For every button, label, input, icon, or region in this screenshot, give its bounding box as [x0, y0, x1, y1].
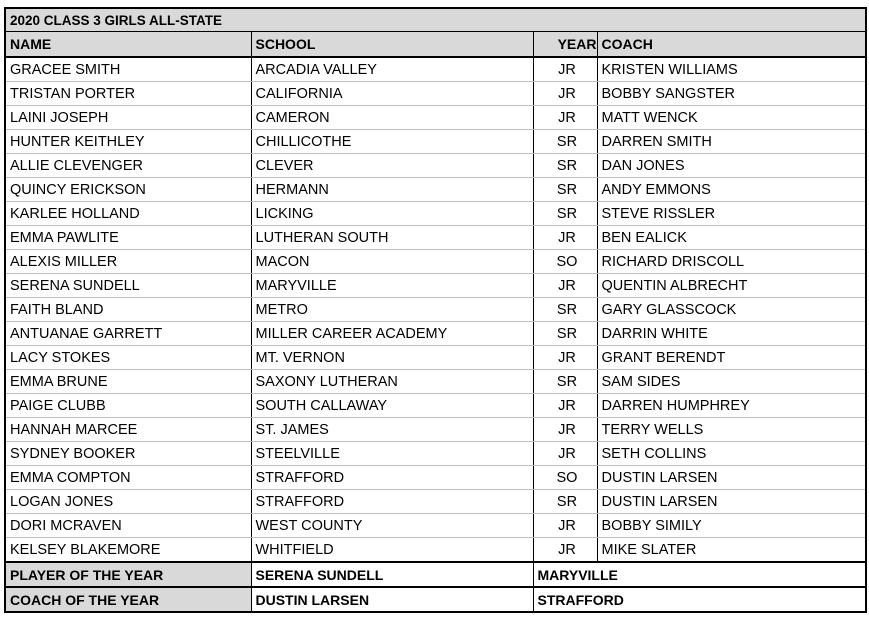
year-cell: JR: [533, 82, 597, 106]
table-row: [5, 154, 866, 178]
coach-cell: ANDY EMMONS: [597, 178, 866, 202]
school-cell: WEST COUNTY: [251, 514, 533, 538]
column-header-year: YEAR: [533, 32, 597, 58]
table-row: [5, 178, 866, 202]
year-cell: JR: [533, 514, 597, 538]
school-cell: STRAFFORD: [251, 466, 533, 490]
school-cell: CHILLICOTHE: [251, 130, 533, 154]
coach-cell: TERRY WELLS: [597, 418, 866, 442]
coach-cell: DUSTIN LARSEN: [597, 490, 866, 514]
table-title: 2020 CLASS 3 GIRLS ALL-STATE: [5, 8, 866, 32]
player-name-cell: SYDNEY BOOKER: [5, 442, 251, 466]
school-cell: CLEVER: [251, 154, 533, 178]
award-school: STRAFFORD: [533, 587, 866, 612]
year-cell: SR: [533, 130, 597, 154]
table-row: [5, 130, 866, 154]
year-cell: JR: [533, 418, 597, 442]
year-cell: SO: [533, 466, 597, 490]
table-row: [5, 298, 866, 322]
school-cell: MACON: [251, 250, 533, 274]
player-name-cell: HUNTER KEITHLEY: [5, 130, 251, 154]
player-name-cell: LACY STOKES: [5, 346, 251, 370]
year-cell: SR: [533, 322, 597, 346]
school-cell: MARYVILLE: [251, 274, 533, 298]
coach-cell: RICHARD DRISCOLL: [597, 250, 866, 274]
coach-cell: BEN EALICK: [597, 226, 866, 250]
year-cell: SR: [533, 370, 597, 394]
award-person: SERENA SUNDELL: [251, 562, 533, 587]
coach-cell: GARY GLASSCOCK: [597, 298, 866, 322]
table-row: [5, 538, 866, 563]
player-name-cell: KELSEY BLAKEMORE: [5, 538, 251, 563]
year-cell: SR: [533, 298, 597, 322]
column-header-school: SCHOOL: [251, 32, 533, 58]
player-name-cell: EMMA PAWLITE: [5, 226, 251, 250]
school-cell: SOUTH CALLAWAY: [251, 394, 533, 418]
table-body: [5, 8, 866, 612]
player-name-cell: ALEXIS MILLER: [5, 250, 251, 274]
coach-cell: GRANT BERENDT: [597, 346, 866, 370]
year-cell: JR: [533, 226, 597, 250]
table-row: [5, 82, 866, 106]
year-cell: JR: [533, 346, 597, 370]
school-cell: LICKING: [251, 202, 533, 226]
coach-cell: DARRIN WHITE: [597, 322, 866, 346]
table-row: [5, 490, 866, 514]
player-name-cell: GRACEE SMITH: [5, 57, 251, 82]
coach-cell: DARREN HUMPHREY: [597, 394, 866, 418]
title-row: [5, 8, 866, 32]
table-row: [5, 322, 866, 346]
coach-cell: DAN JONES: [597, 154, 866, 178]
table-row: [5, 106, 866, 130]
coach-cell: STEVE RISSLER: [597, 202, 866, 226]
player-name-cell: LAINI JOSEPH: [5, 106, 251, 130]
year-cell: JR: [533, 394, 597, 418]
player-name-cell: FAITH BLAND: [5, 298, 251, 322]
table-row: [5, 274, 866, 298]
school-cell: CAMERON: [251, 106, 533, 130]
table-row: [5, 202, 866, 226]
coach-cell: SETH COLLINS: [597, 442, 866, 466]
player-name-cell: ALLIE CLEVENGER: [5, 154, 251, 178]
table-row: [5, 226, 866, 250]
year-cell: JR: [533, 274, 597, 298]
coach-cell: SAM SIDES: [597, 370, 866, 394]
table-row: [5, 250, 866, 274]
award-label: COACH OF THE YEAR: [5, 587, 251, 612]
player-name-cell: KARLEE HOLLAND: [5, 202, 251, 226]
school-cell: SAXONY LUTHERAN: [251, 370, 533, 394]
school-cell: WHITFIELD: [251, 538, 533, 563]
column-header-name: NAME: [5, 32, 251, 58]
player-name-cell: EMMA COMPTON: [5, 466, 251, 490]
table-row: [5, 346, 866, 370]
school-cell: LUTHERAN SOUTH: [251, 226, 533, 250]
player-name-cell: HANNAH MARCEE: [5, 418, 251, 442]
header-row: [5, 32, 866, 58]
school-cell: STRAFFORD: [251, 490, 533, 514]
table-row: [5, 394, 866, 418]
coach-cell: QUENTIN ALBRECHT: [597, 274, 866, 298]
year-cell: SO: [533, 250, 597, 274]
player-name-cell: DORI MCRAVEN: [5, 514, 251, 538]
table-row: [5, 514, 866, 538]
school-cell: STEELVILLE: [251, 442, 533, 466]
year-cell: SR: [533, 154, 597, 178]
award-row: [5, 587, 866, 612]
coach-cell: DUSTIN LARSEN: [597, 466, 866, 490]
award-label: PLAYER OF THE YEAR: [5, 562, 251, 587]
player-name-cell: LOGAN JONES: [5, 490, 251, 514]
year-cell: SR: [533, 202, 597, 226]
coach-cell: BOBBY SANGSTER: [597, 82, 866, 106]
school-cell: MT. VERNON: [251, 346, 533, 370]
coach-cell: MIKE SLATER: [597, 538, 866, 563]
award-row: [5, 562, 866, 587]
award-person: DUSTIN LARSEN: [251, 587, 533, 612]
coach-cell: BOBBY SIMILY: [597, 514, 866, 538]
school-cell: MILLER CAREER ACADEMY: [251, 322, 533, 346]
school-cell: HERMANN: [251, 178, 533, 202]
table-row: [5, 57, 866, 82]
table-row: [5, 370, 866, 394]
player-name-cell: TRISTAN PORTER: [5, 82, 251, 106]
school-cell: ARCADIA VALLEY: [251, 57, 533, 82]
coach-cell: DARREN SMITH: [597, 130, 866, 154]
year-cell: SR: [533, 178, 597, 202]
table-row: [5, 418, 866, 442]
year-cell: JR: [533, 442, 597, 466]
school-cell: METRO: [251, 298, 533, 322]
player-name-cell: ANTUANAE GARRETT: [5, 322, 251, 346]
player-name-cell: PAIGE CLUBB: [5, 394, 251, 418]
all-state-table: [4, 7, 867, 613]
coach-cell: KRISTEN WILLIAMS: [597, 57, 866, 82]
school-cell: ST. JAMES: [251, 418, 533, 442]
award-school: MARYVILLE: [533, 562, 866, 587]
player-name-cell: SERENA SUNDELL: [5, 274, 251, 298]
year-cell: JR: [533, 538, 597, 563]
table-row: [5, 466, 866, 490]
year-cell: JR: [533, 57, 597, 82]
player-name-cell: QUINCY ERICKSON: [5, 178, 251, 202]
coach-cell: MATT WENCK: [597, 106, 866, 130]
column-header-coach: COACH: [597, 32, 866, 58]
table-row: [5, 442, 866, 466]
player-name-cell: EMMA BRUNE: [5, 370, 251, 394]
year-cell: SR: [533, 490, 597, 514]
year-cell: JR: [533, 106, 597, 130]
school-cell: CALIFORNIA: [251, 82, 533, 106]
